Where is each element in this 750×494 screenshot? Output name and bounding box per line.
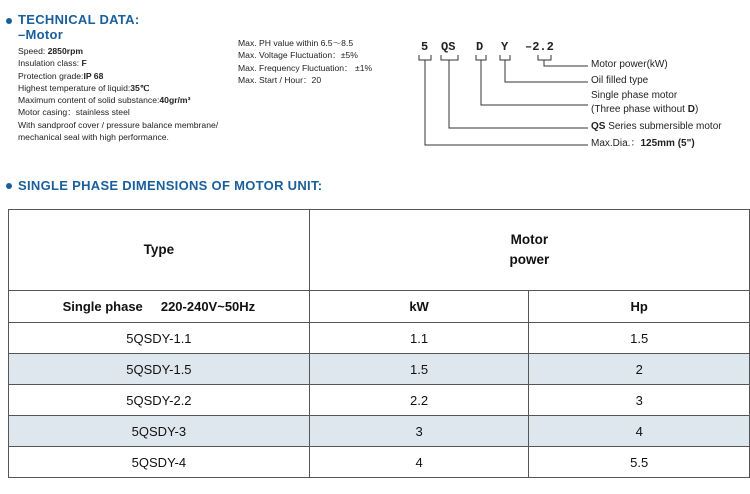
cell-kw: 1.1 — [309, 323, 529, 354]
spec-temperature: Highest temperature of liquid:35℃ — [18, 82, 150, 93]
code-part-diameter: 5 — [421, 40, 429, 54]
cell-type: 5QSDY-2.2 — [9, 385, 310, 416]
limit-starts: Max. Start / Hour：20 — [238, 74, 322, 85]
explain-power: Motor power(kW) — [591, 59, 668, 70]
cell-kw: 4 — [309, 447, 529, 478]
table-subheader-row — [9, 291, 750, 323]
cell-kw: 3 — [309, 416, 529, 447]
explain-diameter: Max.Dia.：125mm (5") — [591, 138, 695, 149]
header-motor-power-line2: power — [509, 252, 550, 267]
technical-data-heading: TECHNICAL DATA: — [18, 12, 140, 27]
spec-solids: Maximum content of solid substance:40gr/m³ — [18, 95, 191, 106]
cell-type: 5QSDY-1.1 — [9, 323, 310, 354]
cell-hp: 4 — [529, 416, 750, 447]
spec-protection: Protection grade:IP 68 — [18, 70, 104, 81]
bullet-icon — [6, 183, 12, 189]
cell-hp: 1.5 — [529, 323, 750, 354]
limit-voltage: Max. Voltage Fluctuation：±5% — [238, 50, 358, 61]
table-row — [9, 323, 750, 354]
spec-seal: mechanical seal with high performance. — [18, 132, 169, 143]
explain-single-phase: Single phase motor — [591, 90, 678, 101]
limit-frequency: Max. Frequency Fluctuation： ±1% — [238, 62, 373, 73]
cell-hp: 2 — [529, 354, 750, 385]
spec-casing: Motor casing：stainless steel — [18, 107, 130, 118]
cell-type: 5QSDY-3 — [9, 416, 310, 447]
explain-three-phase-note: (Three phase without D) — [591, 104, 699, 115]
spec-speed: Speed: 2850rpm — [18, 46, 83, 56]
subheader-hp: Hp — [529, 291, 750, 323]
cell-type: 5QSDY-4 — [9, 447, 310, 478]
dimensions-table — [8, 209, 750, 478]
table-header-row — [9, 210, 750, 291]
limit-ph: Max. PH value within 6.5～8.5 — [238, 38, 354, 48]
explain-oil: Oil filled type — [591, 75, 649, 86]
header-type: Type — [9, 210, 310, 291]
code-part-power: –2.2 — [525, 40, 554, 54]
cell-type: 5QSDY-1.5 — [9, 354, 310, 385]
code-part-series: QS — [441, 40, 456, 54]
table-row — [9, 385, 750, 416]
header-motor-power-line1: Motor — [510, 232, 549, 247]
spec-insulation: Insulation class: F — [18, 58, 87, 69]
table-row — [9, 354, 750, 385]
table-row — [9, 416, 750, 447]
subheader-kw: kW — [309, 291, 529, 323]
dimensions-heading: SINGLE PHASE DIMENSIONS OF MOTOR UNIT: — [18, 178, 323, 193]
cell-kw: 1.5 — [309, 354, 529, 385]
spec-cover: With sandproof cover / pressure balance membrane/ — [18, 119, 219, 130]
table-row — [9, 447, 750, 478]
cell-kw: 2.2 — [309, 385, 529, 416]
cell-hp: 5.5 — [529, 447, 750, 478]
cell-hp: 3 — [529, 385, 750, 416]
code-part-phase: D — [476, 40, 484, 54]
header-motor-power — [309, 210, 749, 291]
explain-series: QS Series submersible motor — [591, 121, 722, 132]
code-part-oil: Y — [501, 40, 509, 54]
subheader-single-phase: Single phase 220-240V~50Hz — [9, 291, 310, 323]
motor-subheading: –Motor — [18, 27, 64, 42]
